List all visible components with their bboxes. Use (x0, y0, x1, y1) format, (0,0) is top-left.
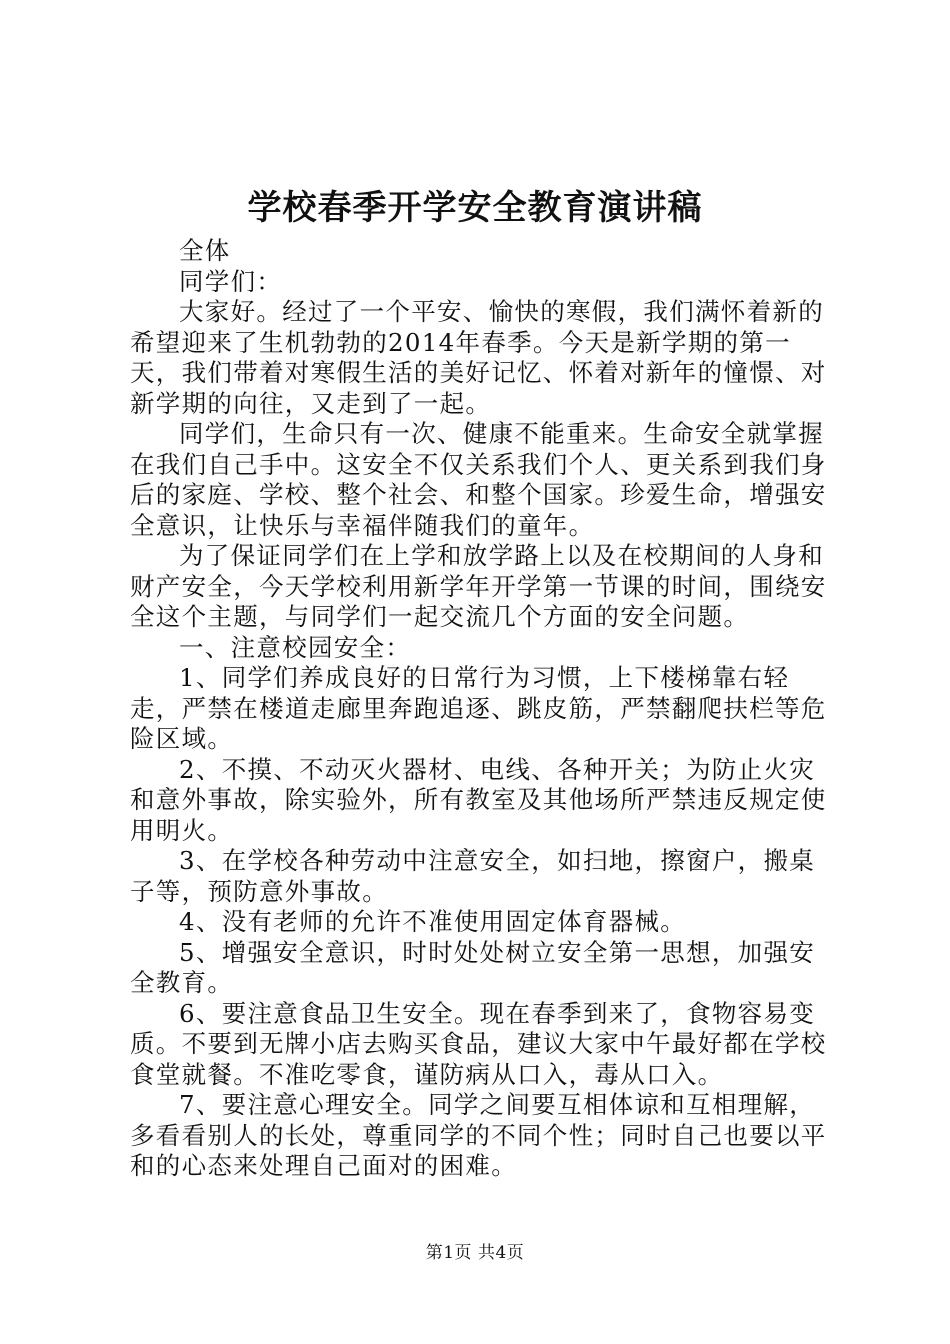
document-title: 学校春季开学安全教育演讲稿 (247, 188, 703, 228)
section-heading-campus-safety: 一、注意校园安全： (179, 632, 412, 662)
paragraph-greeting: 大家好。经过了一个平安、愉快的寒假，我们满怀着新的希望迎来了生机勃勃的2014年春季。今天是新学期的第一天，我们带着对寒假生活的美好记忆、怀着对新年的憧憬、对新学期的向往，又走到了一起。 (130, 297, 827, 418)
document-body (130, 236, 830, 1182)
salutation-line-2: 同学们： (179, 266, 283, 296)
paragraph-purpose: 为了保证同学们在上学和放学路上以及在校期间的人身和财产安全，今天学校利用新学年开学第一节课的时间，围绕安全这个主题，与同学们一起交流几个方面的安全问题。 (130, 541, 827, 631)
list-item-7: 7、要注意心理安全。同学之间要互相体谅和互相理解，多看看别人的长处，尊重同学的不同个性；同时自己也要以平和的心态来处理自己面对的困难。 (130, 1090, 827, 1180)
list-item-5: 5、增强安全意识，时时处处树立安全第一思想，加强安全教育。 (130, 937, 816, 997)
list-item-4: 4、没有老师的允许不准使用固定体育器械。 (179, 907, 687, 936)
list-item-2: 2、不摸、不动灭火器材、电线、各种开关；为防止火灾和意外事故，除实验外，所有教室及其他场所严禁违反规定使用明火。 (130, 754, 827, 845)
list-item-3: 3、在学校各种劳动中注意安全，如扫地，擦窗户，搬桌子等，预防意外事故。 (130, 846, 816, 906)
list-item-6: 6、要注意食品卫生安全。现在春季到来了，食物容易变质。不要到无牌小店去购买食品，建议大家中午最好都在学校食堂就餐。不准吃零食，谨防病从口入，毒从口入。 (130, 998, 827, 1089)
paragraph-life: 同学们，生命只有一次、健康不能重来。生命安全就掌握在我们自己手中。这安全不仅关系我们个人、更关系到我们身后的家庭、学校、整个社会、和整个国家。珍爱生命，增强安全意识，让快乐与幸福伴随我们的童年。 (130, 419, 827, 540)
page-number-footer: 第1页 共4页 (425, 1243, 525, 1263)
salutation-line-1: 全体 (179, 236, 231, 265)
list-item-1: 1、同学们养成良好的日常行为习惯，上下楼梯靠右轻走，严禁在楼道走廊里奔跑追逐、跳皮筋，严禁翻爬扶栏等危险区域。 (130, 663, 827, 753)
